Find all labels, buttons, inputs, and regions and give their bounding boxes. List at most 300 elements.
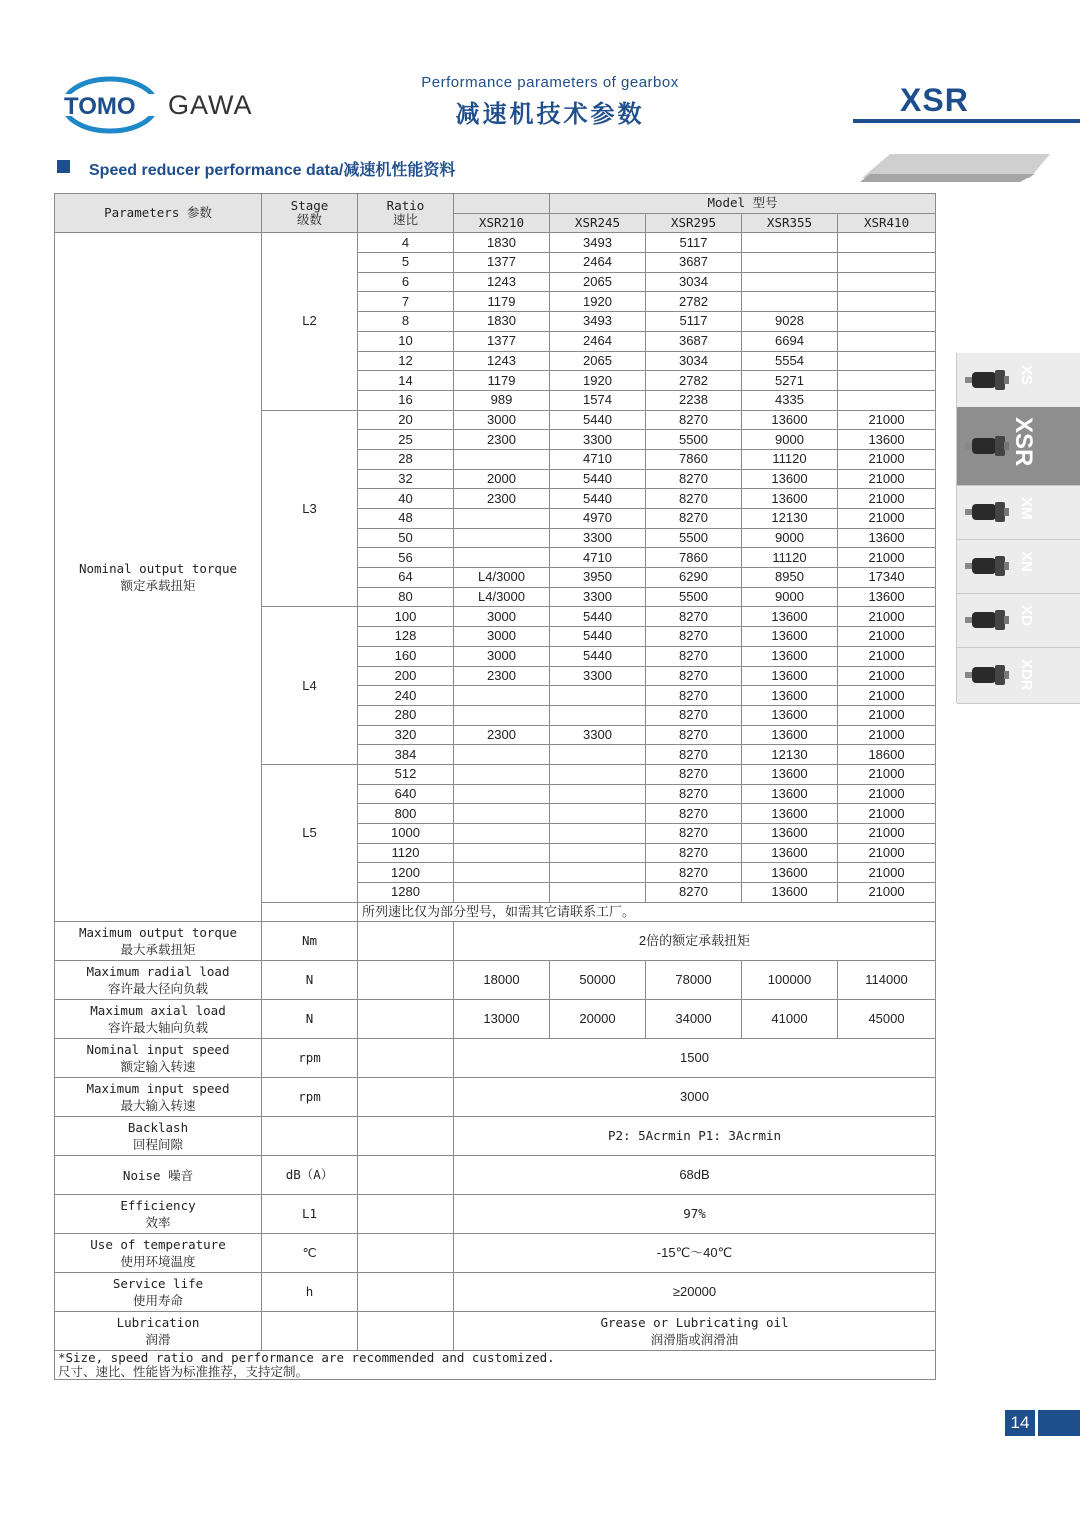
decorative-bar [860,152,1060,182]
torque-cell: 5117 [646,233,742,253]
param-unit: rpm [262,1039,358,1078]
param-value: P2: 5Acrmin P1: 3Acrmin [454,1117,936,1156]
param-label: Maximum output torque 最大承载扭矩 [55,922,262,961]
ratio-cell: 1120 [358,843,454,863]
torque-cell [550,804,646,824]
side-tab-xn[interactable] [957,539,1080,594]
ratio-cell: 800 [358,804,454,824]
side-tab-label: XSR [1010,417,1037,467]
torque-cell [454,804,550,824]
logo-text-right: GAWA [168,90,253,120]
ratio-cell: 10 [358,331,454,351]
model-name: XSR295 [646,213,742,233]
header-underline [853,119,1080,123]
param-unit: N [262,961,358,1000]
ratio-cell: 40 [358,489,454,509]
torque-cell: 21000 [838,469,936,489]
torque-cell [454,686,550,706]
param-value: Grease or Lubricating oil 润滑脂或润滑油 [454,1312,936,1351]
param-label: Noise 噪音 [55,1156,262,1195]
param-value: 18000 [454,961,550,1000]
torque-cell: 8270 [646,627,742,647]
torque-cell: 2300 [454,430,550,450]
param-unit [262,1117,358,1156]
torque-cell: 8270 [646,824,742,844]
torque-cell [550,824,646,844]
torque-cell: 4710 [550,449,646,469]
param-blank [358,922,454,961]
torque-cell: 21000 [838,764,936,784]
torque-cell [550,843,646,863]
torque-cell: 13600 [742,725,838,745]
torque-cell: 8270 [646,745,742,765]
torque-cell: 3300 [550,528,646,548]
ratio-cell: 14 [358,371,454,391]
col-header-blank [454,194,550,214]
torque-cell: 8270 [646,784,742,804]
param-unit: rpm [262,1078,358,1117]
torque-cell [838,253,936,273]
torque-cell: 21000 [838,509,936,529]
param-blank [358,1078,454,1117]
torque-cell [454,705,550,725]
torque-cell: 13600 [742,410,838,430]
param-label: Backlash 回程间隙 [55,1117,262,1156]
torque-cell: 1179 [454,292,550,312]
torque-cell [550,686,646,706]
side-tab-label: XS [1018,365,1035,386]
param-blank [358,1273,454,1312]
torque-cell: 9000 [742,528,838,548]
param-label: Nominal input speed 额定输入转速 [55,1039,262,1078]
param-unit: h [262,1273,358,1312]
param-blank [358,1000,454,1039]
torque-cell [454,784,550,804]
torque-cell [454,824,550,844]
torque-cell [550,784,646,804]
param-value: 2倍的额定承载扭矩 [454,922,936,961]
torque-cell [838,331,936,351]
torque-cell [454,449,550,469]
torque-cell: 5500 [646,587,742,607]
torque-cell: 9028 [742,312,838,332]
torque-cell [454,883,550,903]
torque-cell: 2300 [454,489,550,509]
torque-cell: 2000 [454,469,550,489]
torque-cell: 8270 [646,843,742,863]
torque-cell: 2238 [646,390,742,410]
torque-cell: 12130 [742,509,838,529]
ratio-cell: 12 [358,351,454,371]
param-label: Maximum radial load 容许最大径向负载 [55,961,262,1000]
logo-text-left: TOMO [64,93,136,120]
torque-cell: 13600 [742,824,838,844]
torque-cell: 2782 [646,371,742,391]
ratio-cell: 240 [358,686,454,706]
torque-cell: 13600 [742,843,838,863]
gearbox-icon [963,606,1011,634]
torque-cell: 8270 [646,764,742,784]
param-row-backlash [55,1117,936,1156]
torque-cell: 5440 [550,469,646,489]
torque-cell: 21000 [838,705,936,725]
torque-cell [838,312,936,332]
torque-cell [454,863,550,883]
torque-cell [838,371,936,391]
page-number: 14 [1005,1410,1035,1436]
side-tab-label: XM [1018,497,1035,520]
torque-cell: 8270 [646,646,742,666]
torque-cell: 18600 [838,745,936,765]
torque-cell: 5500 [646,430,742,450]
torque-cell: 13600 [742,666,838,686]
ratio-cell: 56 [358,548,454,568]
torque-cell: 3000 [454,646,550,666]
ratio-cell: 200 [358,666,454,686]
torque-cell: 5500 [646,528,742,548]
torque-cell: 2464 [550,331,646,351]
ratio-cell: 280 [358,705,454,725]
param-row-axial [55,1000,936,1039]
footnote: *Size, speed ratio and performance are recommended and customized. 尺寸、速比、性能皆为标准推荐，支持定制。 [55,1351,936,1380]
torque-cell: 21000 [838,646,936,666]
ratio-cell: 16 [358,390,454,410]
torque-cell: 3034 [646,351,742,371]
ratio-cell: 1280 [358,883,454,903]
header-title-cn: 减速机技术参数 [455,99,645,128]
param-value: 13000 [454,1000,550,1039]
param-value: ≥20000 [454,1273,936,1312]
col-header-parameters: Parameters 参数 [55,194,262,233]
ratio-cell: 320 [358,725,454,745]
torque-cell: 9000 [742,587,838,607]
col-header-model: Model 型号 [550,194,936,214]
torque-cell [454,843,550,863]
torque-cell: 4970 [550,509,646,529]
torque-cell: 3000 [454,607,550,627]
torque-cell: 8270 [646,883,742,903]
torque-cell: 21000 [838,804,936,824]
torque-cell: 17340 [838,568,936,588]
col-header-ratio: Ratio 速比 [358,194,454,233]
stage-cell: L5 [262,764,358,902]
torque-cell: 2065 [550,351,646,371]
ratio-cell: 20 [358,410,454,430]
torque-cell: 3493 [550,233,646,253]
ratio-cell: 64 [358,568,454,588]
ratio-cell: 1200 [358,863,454,883]
torque-cell: 13600 [838,528,936,548]
ratio-cell: 384 [358,745,454,765]
torque-cell: 1920 [550,292,646,312]
param-blank [358,1312,454,1351]
torque-cell: 3000 [454,627,550,647]
param-value: 68dB [454,1156,936,1195]
torque-cell: 8950 [742,568,838,588]
ratio-cell: 7 [358,292,454,312]
ratio-cell: 28 [358,449,454,469]
torque-cell [838,233,936,253]
torque-cell [454,745,550,765]
torque-cell: 13600 [742,863,838,883]
torque-cell: 3300 [550,666,646,686]
side-tab-label: XN [1018,551,1035,572]
torque-cell: 1830 [454,233,550,253]
param-row-max_speed [55,1078,936,1117]
ratio-cell: 512 [358,764,454,784]
torque-cell [742,292,838,312]
torque-cell: L4/3000 [454,587,550,607]
torque-cell: 21000 [838,686,936,706]
torque-cell: 13600 [742,646,838,666]
side-tab-xsr[interactable] [957,407,1080,486]
torque-cell: 8270 [646,863,742,883]
param-value: 45000 [838,1000,936,1039]
param-blank [358,1156,454,1195]
torque-cell [454,528,550,548]
stage-cell: L2 [262,233,358,410]
model-name: XSR245 [550,213,646,233]
torque-cell: 3687 [646,253,742,273]
param-row-temperature [55,1234,936,1273]
torque-cell: 1243 [454,272,550,292]
torque-cell: 4710 [550,548,646,568]
torque-cell: 5440 [550,607,646,627]
side-tab-label: XD [1018,605,1035,626]
param-row-max_torque [55,922,936,961]
stage-cell: L4 [262,607,358,765]
param-value: 50000 [550,961,646,1000]
param-blank [358,1195,454,1234]
ratio-cell: 160 [358,646,454,666]
torque-label: Nominal output torque 额定承载扭矩 [55,233,262,922]
param-label: Maximum axial load 容许最大轴向负载 [55,1000,262,1039]
torque-cell: 8270 [646,607,742,627]
param-row-efficiency [55,1195,936,1234]
torque-cell: 8270 [646,725,742,745]
param-row-nominal_speed [55,1039,936,1078]
torque-cell [838,390,936,410]
section-title: Speed reducer performance data/减速机性能资料 [89,162,456,179]
ratio-cell: 1000 [358,824,454,844]
torque-cell: 13600 [742,883,838,903]
param-unit: ℃ [262,1234,358,1273]
param-label: Use of temperature 使用环境温度 [55,1234,262,1273]
torque-cell: 13600 [742,607,838,627]
torque-cell: 21000 [838,843,936,863]
torque-cell: 21000 [838,666,936,686]
torque-cell: 8270 [646,666,742,686]
side-tab-label: XDR [1018,659,1035,691]
param-blank [358,1117,454,1156]
torque-cell [550,764,646,784]
torque-cell [550,705,646,725]
gearbox-icon [963,366,1011,394]
torque-cell [742,253,838,273]
torque-cell: 8270 [646,804,742,824]
torque-cell: 5554 [742,351,838,371]
torque-cell: 13600 [742,764,838,784]
param-value: 114000 [838,961,936,1000]
torque-cell: 8270 [646,705,742,725]
gearbox-icon [963,552,1011,580]
torque-cell: 5271 [742,371,838,391]
torque-cell: 3950 [550,568,646,588]
torque-cell: 1243 [454,351,550,371]
torque-cell: 11120 [742,449,838,469]
ratio-cell: 48 [358,509,454,529]
torque-cell: 11120 [742,548,838,568]
torque-cell [742,233,838,253]
param-row-life [55,1273,936,1312]
ratio-cell: 640 [358,784,454,804]
table-row [55,233,936,253]
torque-cell: 1377 [454,331,550,351]
model-name: XSR355 [742,213,838,233]
torque-cell: 13600 [838,430,936,450]
torque-cell: 2782 [646,292,742,312]
torque-cell: 13600 [742,686,838,706]
torque-cell: 8270 [646,410,742,430]
side-tab-xd[interactable] [957,593,1080,648]
model-name: XSR210 [454,213,550,233]
param-value: 20000 [550,1000,646,1039]
param-unit: dB（A） [262,1156,358,1195]
ratio-cell: 32 [358,469,454,489]
torque-cell: 21000 [838,863,936,883]
gearbox-icon [963,432,1011,460]
param-unit: N [262,1000,358,1039]
side-tab-xdr[interactable] [957,647,1080,704]
param-value: 1500 [454,1039,936,1078]
torque-cell: 21000 [838,410,936,430]
torque-cell [550,745,646,765]
ratio-cell: 5 [358,253,454,273]
torque-cell: 3300 [550,725,646,745]
torque-cell: 1920 [550,371,646,391]
ratio-cell: 128 [358,627,454,647]
header-model: XSR [900,82,969,118]
torque-cell: 13600 [742,784,838,804]
param-label: Efficiency 效率 [55,1195,262,1234]
torque-cell [550,863,646,883]
torque-cell: 1179 [454,371,550,391]
gearbox-icon [963,498,1011,526]
param-label: Maximum input speed 最大输入转速 [55,1078,262,1117]
ratio-cell: 4 [358,233,454,253]
torque-cell: 21000 [838,449,936,469]
torque-cell [838,272,936,292]
param-value: 3000 [454,1078,936,1117]
spec-table [54,193,936,1380]
torque-cell [838,351,936,371]
torque-cell: 2464 [550,253,646,273]
col-header-stage: Stage 级数 [262,194,358,233]
torque-cell: 13600 [742,469,838,489]
side-tab-xm[interactable] [957,485,1080,540]
torque-cell: 12130 [742,745,838,765]
torque-cell: 3300 [550,587,646,607]
side-nav [956,353,1080,703]
torque-cell: 13600 [742,627,838,647]
torque-cell: 5440 [550,627,646,647]
param-blank [358,1039,454,1078]
param-label: Lubrication 润滑 [55,1312,262,1351]
torque-cell: 21000 [838,627,936,647]
torque-cell: 3000 [454,410,550,430]
torque-cell: 21000 [838,489,936,509]
torque-cell: 5440 [550,489,646,509]
param-value: -15℃～40℃ [454,1234,936,1273]
torque-cell: 9000 [742,430,838,450]
torque-cell: 21000 [838,607,936,627]
param-unit [262,1312,358,1351]
torque-cell: 5440 [550,410,646,430]
torque-cell: 2300 [454,666,550,686]
torque-cell: 13600 [838,587,936,607]
torque-cell [742,272,838,292]
gearbox-icon [963,661,1011,689]
torque-cell: 2065 [550,272,646,292]
torque-cell: 13600 [742,705,838,725]
ratio-cell: 50 [358,528,454,548]
param-unit: L1 [262,1195,358,1234]
torque-cell: 7860 [646,548,742,568]
page-bar [1038,1410,1080,1436]
param-blank [358,961,454,1000]
torque-cell: 3687 [646,331,742,351]
torque-cell: 6694 [742,331,838,351]
param-value: 34000 [646,1000,742,1039]
torque-cell: L4/3000 [454,568,550,588]
torque-cell: 13600 [742,804,838,824]
model-name: XSR410 [838,213,936,233]
torque-cell: 8270 [646,469,742,489]
torque-cell [454,509,550,529]
torque-cell: 8270 [646,489,742,509]
param-row-lubrication [55,1312,936,1351]
torque-cell [454,548,550,568]
ratio-cell: 6 [358,272,454,292]
param-value: 41000 [742,1000,838,1039]
ratio-cell: 25 [358,430,454,450]
torque-cell: 5117 [646,312,742,332]
param-row-radial [55,961,936,1000]
ratio-cell: 8 [358,312,454,332]
torque-cell: 21000 [838,548,936,568]
side-tab-xs[interactable] [957,353,1080,408]
torque-cell: 5440 [550,646,646,666]
param-label: Service life 使用寿命 [55,1273,262,1312]
torque-cell [838,292,936,312]
ratio-cell: 80 [358,587,454,607]
torque-cell: 2300 [454,725,550,745]
torque-cell: 1377 [454,253,550,273]
torque-cell: 989 [454,390,550,410]
torque-cell: 21000 [838,725,936,745]
torque-cell: 8270 [646,686,742,706]
torque-cell: 3493 [550,312,646,332]
torque-cell: 3034 [646,272,742,292]
param-unit: Nm [262,922,358,961]
torque-cell: 1830 [454,312,550,332]
torque-cell: 4335 [742,390,838,410]
ratio-cell: 100 [358,607,454,627]
header-title-en: Performance parameters of gearbox [421,74,679,91]
param-value: 100000 [742,961,838,1000]
torque-cell: 3300 [550,430,646,450]
torque-cell: 7860 [646,449,742,469]
